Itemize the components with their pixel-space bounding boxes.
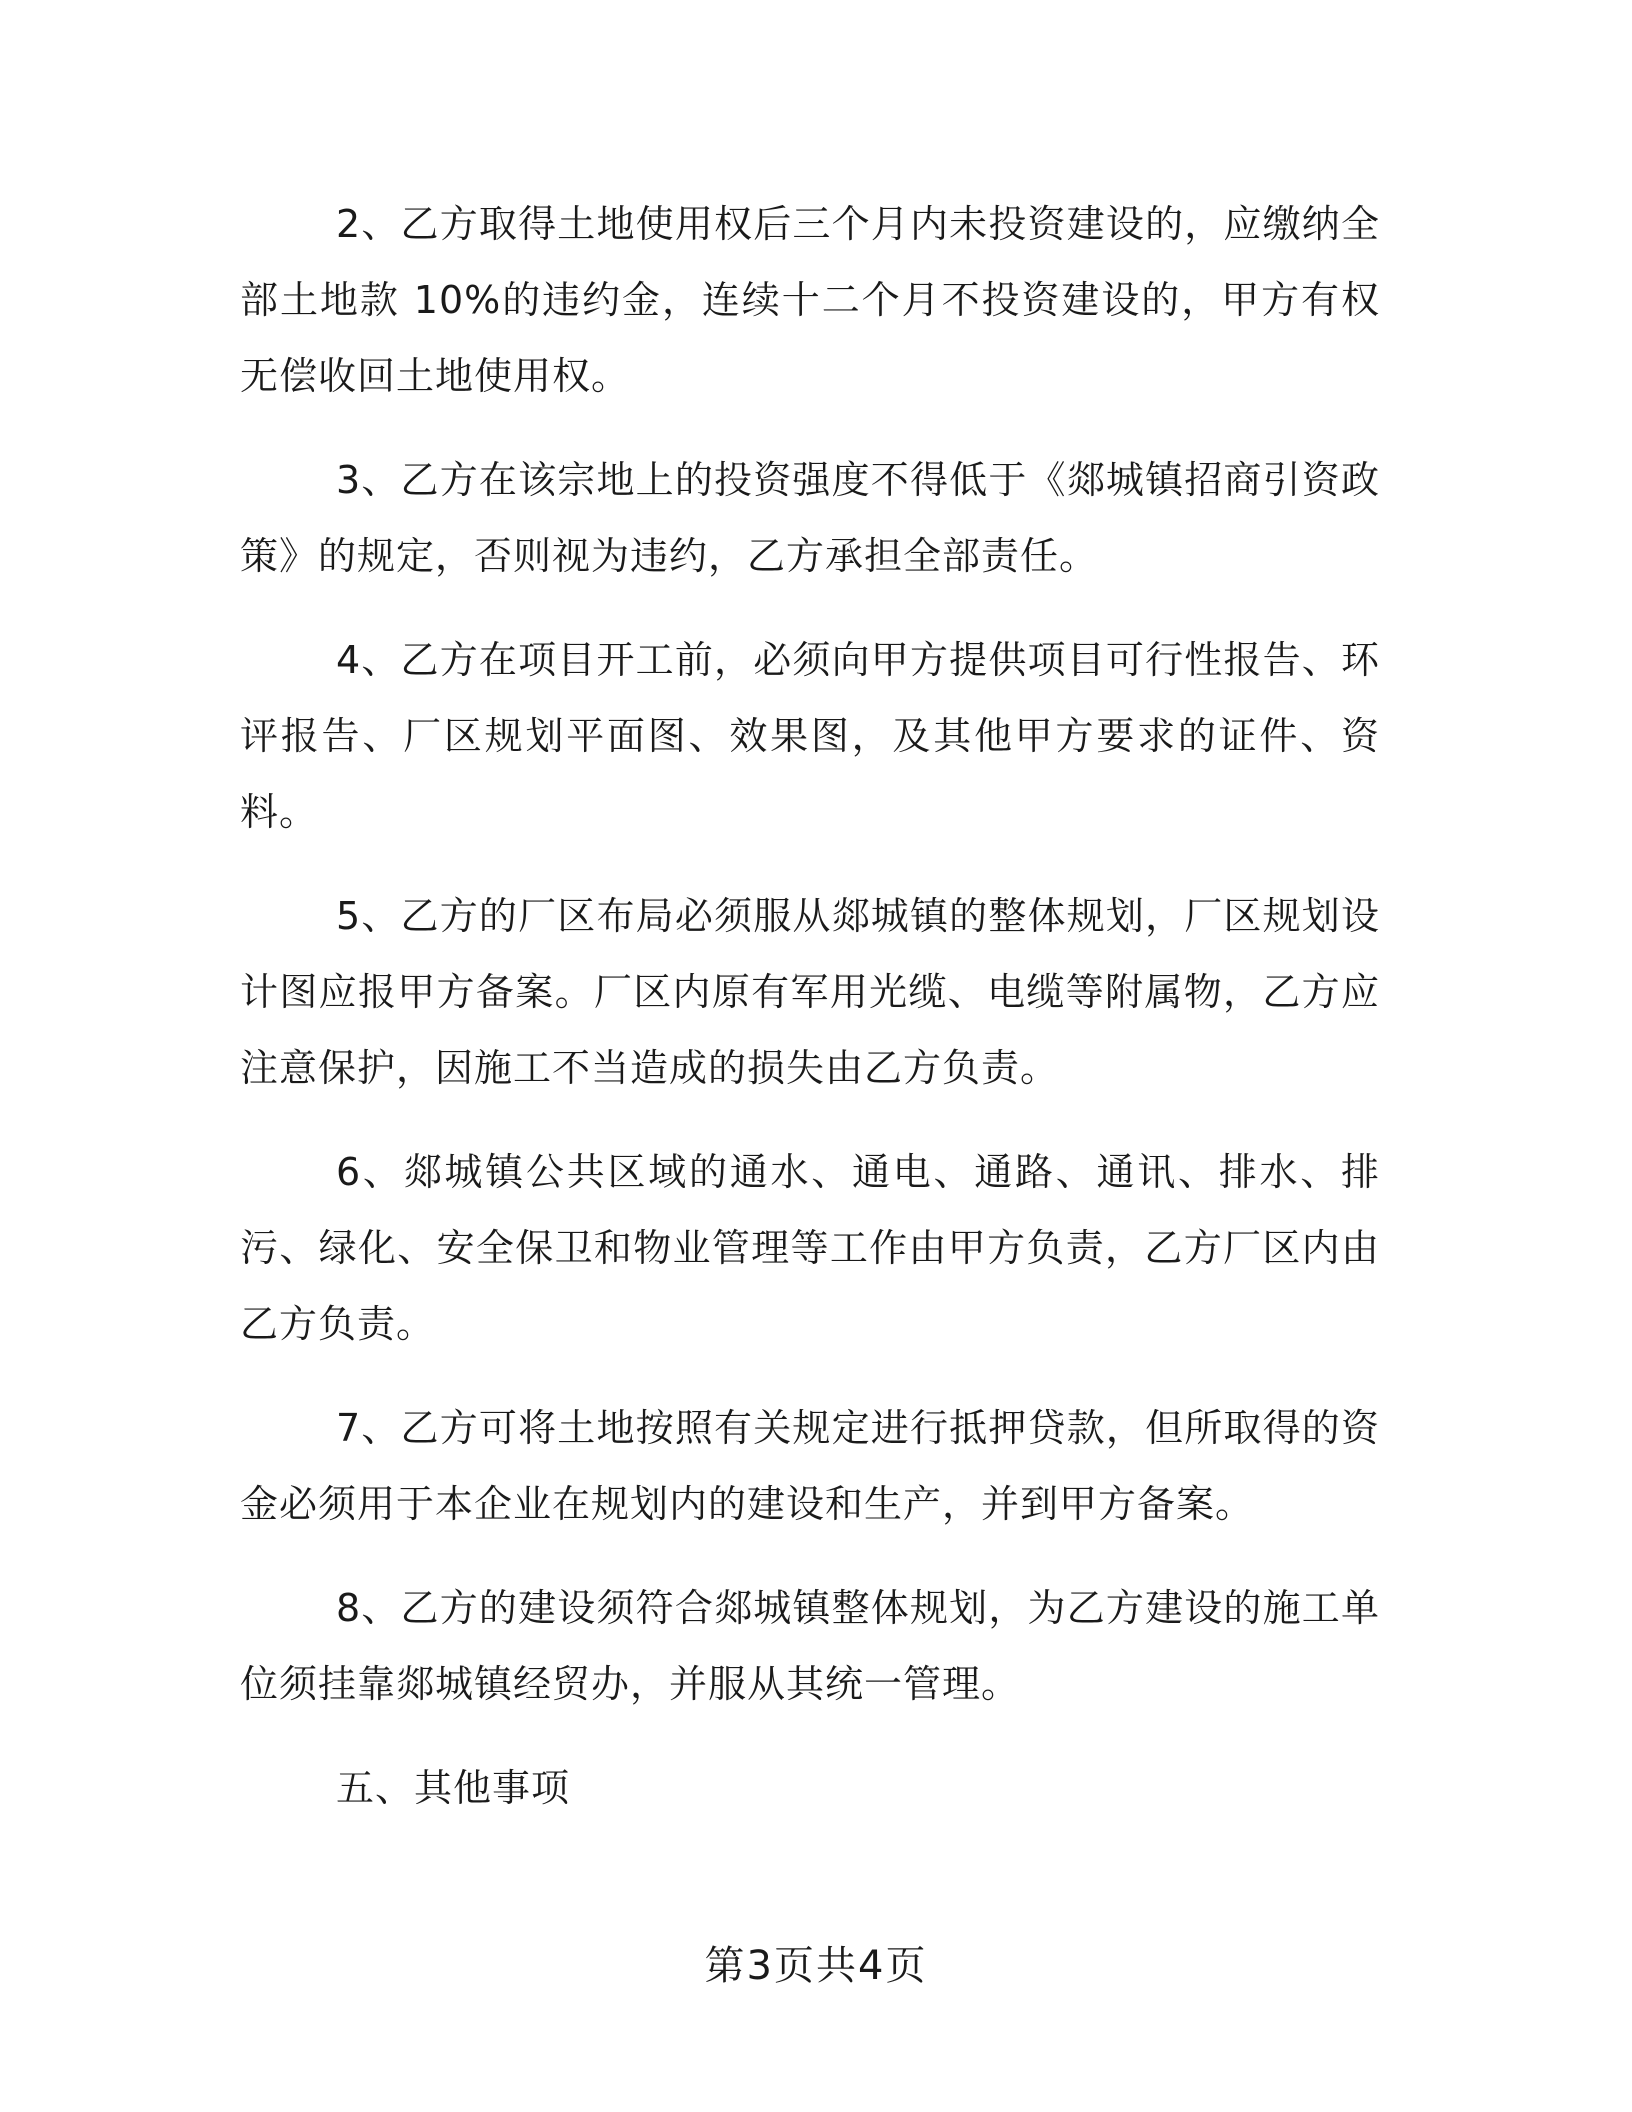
clause-2: 2、乙方取得土地使用权后三个月内未投资建设的，应缴纳全部土地款 10%的违约金，连续十二个月不投资建设的，甲方有权无偿收回土地使用权。 bbox=[240, 202, 1380, 398]
clause-6: 6、郯城镇公共区域的通水、通电、通路、通讯、排水、排污、绿化、安全保卫和物业管理等工作由甲方负责，乙方厂区内由乙方负责。 bbox=[240, 1150, 1380, 1346]
clause-4: 4、乙方在项目开工前，必须向甲方提供项目可行性报告、环评报告、厂区规划平面图、效果图，及其他甲方要求的证件、资料。 bbox=[240, 638, 1380, 834]
page-number-footer: 第3页共4页 bbox=[704, 1943, 928, 1989]
section-heading-other-matters: 五、其他事项 bbox=[336, 1766, 571, 1810]
clause-3: 3、乙方在该宗地上的投资强度不得低于《郯城镇招商引资政策》的规定，否则视为违约，乙方承担全部责任。 bbox=[240, 458, 1380, 578]
clause-8: 8、乙方的建设须符合郯城镇整体规划，为乙方建设的施工单位须挂靠郯城镇经贸办，并服从其统一管理。 bbox=[240, 1586, 1380, 1706]
clause-5: 5、乙方的厂区布局必须服从郯城镇的整体规划，厂区规划设计图应报甲方备案。厂区内原有军用光缆、电缆等附属物，乙方应注意保护，因施工不当造成的损失由乙方负责。 bbox=[240, 894, 1380, 1090]
clause-7: 7、乙方可将土地按照有关规定进行抵押贷款，但所取得的资金必须用于本企业在规划内的建设和生产，并到甲方备案。 bbox=[240, 1406, 1380, 1526]
document-body bbox=[240, 186, 1380, 1826]
